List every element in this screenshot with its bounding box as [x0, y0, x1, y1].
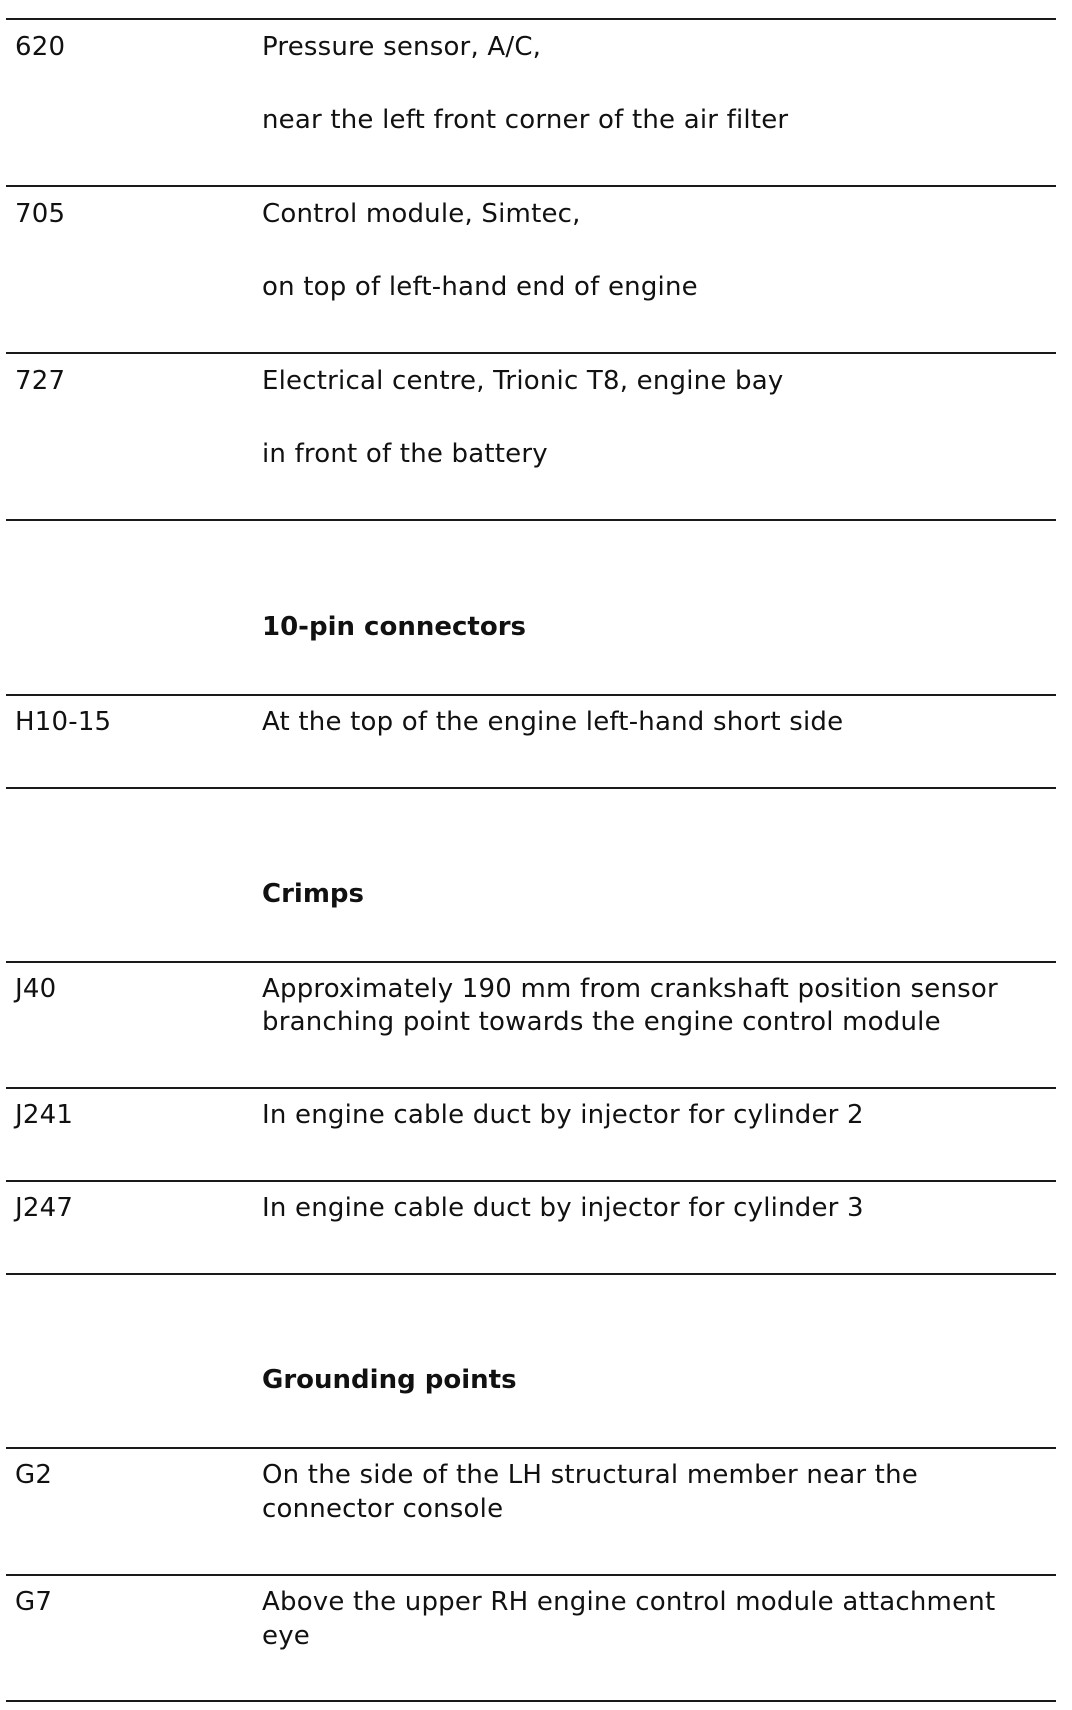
row-divider	[6, 1700, 1056, 1702]
row-description-line: Pressure sensor, A/C,	[262, 32, 542, 62]
row-description-line: in front of the battery	[262, 439, 548, 469]
section-heading: 10-pin connectors	[262, 612, 526, 642]
section-heading: Crimps	[262, 879, 364, 909]
row-divider	[6, 1447, 1056, 1449]
row-divider	[6, 352, 1056, 354]
row-description-line: On the side of the LH structural member near the	[262, 1460, 918, 1490]
row-divider	[6, 961, 1056, 963]
row-description-line: near the left front corner of the air filter	[262, 105, 789, 135]
row-description-line: At the top of the engine left-hand short side	[262, 707, 844, 737]
row-code: 620	[15, 32, 66, 62]
row-description-line: In engine cable duct by injector for cylinder 3	[262, 1193, 864, 1223]
row-description-line: eye	[262, 1621, 310, 1651]
row-code: J40	[15, 974, 57, 1004]
row-divider	[6, 185, 1056, 187]
row-description-line: Approximately 190 mm from crankshaft position sensor	[262, 974, 998, 1004]
row-description-line: branching point towards the engine control module	[262, 1007, 941, 1037]
row-divider	[6, 1180, 1056, 1182]
row-divider	[6, 694, 1056, 696]
row-divider	[6, 1574, 1056, 1576]
row-code: 705	[15, 199, 66, 229]
row-divider	[6, 18, 1056, 20]
row-code: J241	[15, 1100, 74, 1130]
section-heading: Grounding points	[262, 1365, 517, 1395]
row-divider	[6, 519, 1056, 521]
row-description-line: Above the upper RH engine control module attachment	[262, 1587, 996, 1617]
row-code: 727	[15, 366, 66, 396]
row-description-line: on top of left-hand end of engine	[262, 272, 698, 302]
row-code: G7	[15, 1587, 53, 1617]
row-description-line: connector console	[262, 1494, 504, 1524]
row-description-line: In engine cable duct by injector for cylinder 2	[262, 1100, 864, 1130]
row-description-line: Electrical centre, Trionic T8, engine bay	[262, 366, 784, 396]
row-divider	[6, 787, 1056, 789]
row-code: H10-15	[15, 707, 112, 737]
row-divider	[6, 1273, 1056, 1275]
row-code: G2	[15, 1460, 53, 1490]
row-code: J247	[15, 1193, 74, 1223]
row-divider	[6, 1087, 1056, 1089]
row-description-line: Control module, Simtec,	[262, 199, 581, 229]
